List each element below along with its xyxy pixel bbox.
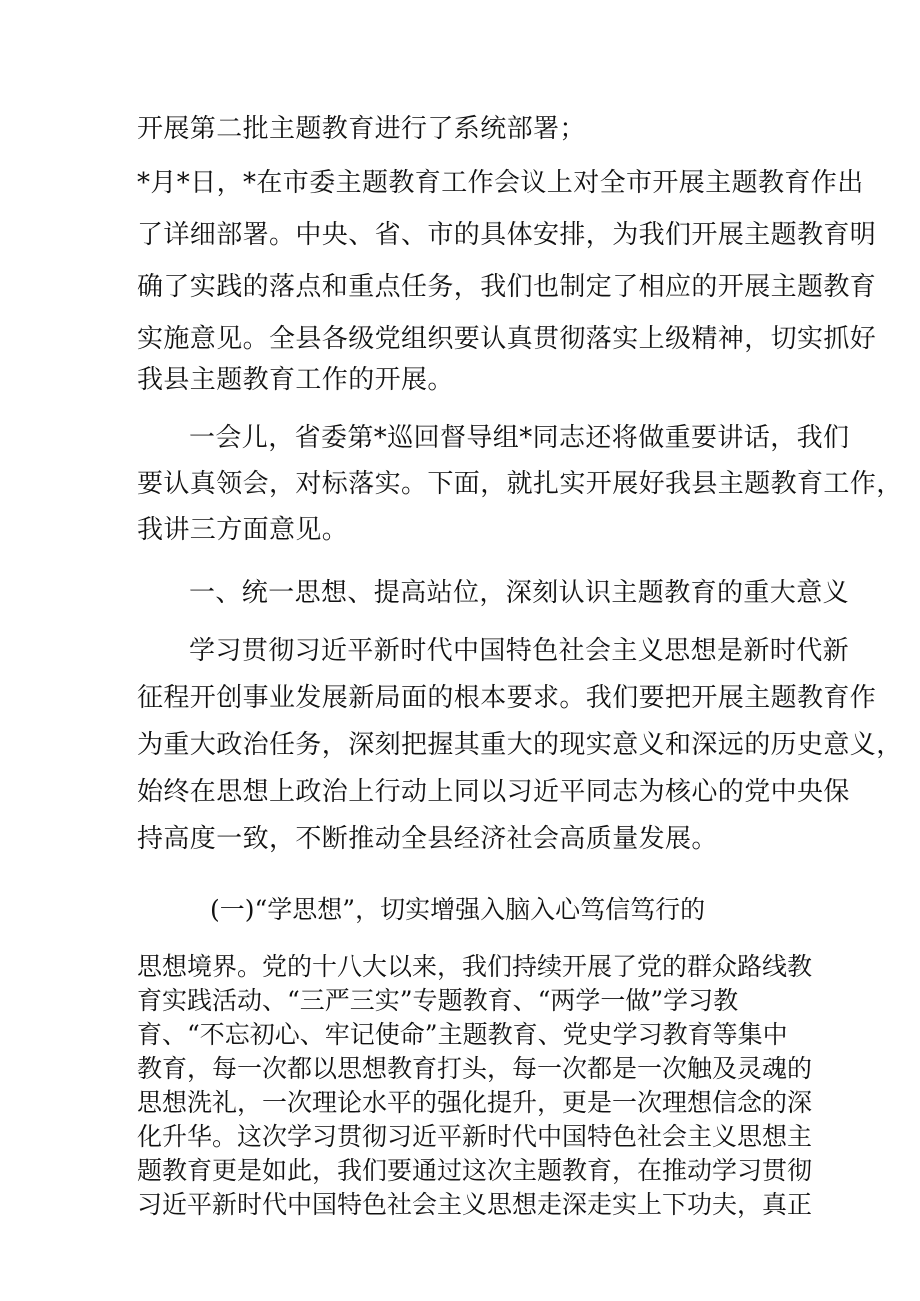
- paragraph-line: 思想洗礼，一次理论水平的强化提升，更是一次理想信念的深: [137, 1088, 813, 1117]
- paragraph-line: 题教育更是如此，我们要通过这次主题教育，在推动学习贯彻: [137, 1156, 813, 1185]
- paragraph-line: 思想境界。党的十八大以来，我们持续开展了党的群众路线教: [137, 952, 813, 981]
- paragraph-line: 教育，每一次都以思想教育打头，每一次都是一次触及灵魂的: [137, 1054, 813, 1083]
- paragraph-line: 了详细部署。中央、省、市的具体安排，为我们开展主题教育明: [137, 220, 877, 250]
- paragraph-line: 我讲三方面意见。: [137, 515, 349, 545]
- paragraph-line: 要认真领会，对标落实。下面，就扎实开展好我县主题教育工作，: [137, 469, 903, 499]
- paragraph-line: 学习贯彻习近平新时代中国特色社会主义思想是新时代新: [189, 636, 850, 666]
- subsection-heading: (一)“学思想”，切实增强入脑入心笃信笃行的: [210, 895, 706, 924]
- section-heading: 一、统一思想、提高站位，深刻认识主题教育的重大意义: [189, 578, 850, 608]
- paragraph-line: 习近平新时代中国特色社会主义思想走深走实上下功夫，真正: [137, 1190, 813, 1219]
- paragraph-line: 育、“不忘初心、牢记使命”主题教育、党史学习教育等集中: [137, 1020, 788, 1049]
- paragraph-line: 我县主题教育工作的开展。: [137, 365, 454, 395]
- paragraph-line: 开展第二批主题教育进行了系统部署；: [137, 114, 586, 144]
- paragraph-line: 一会儿，省委第*巡回督导组*同志还将做重要讲话，我们: [189, 423, 850, 453]
- paragraph-line: 为重大政治任务，深刻把握其重大的现实意义和深远的历史意义，: [137, 730, 903, 760]
- paragraph-line: *月*日，*在市委主题教育工作会议上对全市开展主题教育作出: [137, 168, 864, 198]
- paragraph-line: 确了实践的落点和重点任务，我们也制定了相应的开展主题教育: [137, 272, 877, 302]
- paragraph-line: 育实践活动、“三严三实”专题教育、“两学一做”学习教: [137, 986, 739, 1015]
- paragraph-line: 持高度一致，不断推动全县经济社会高质量发展。: [137, 824, 718, 854]
- paragraph-line: 实施意见。全县各级党组织要认真贯彻落实上级精神，切实抓好: [137, 324, 877, 354]
- paragraph-line: 始终在思想上政治上行动上同以习近平同志为核心的党中央保: [137, 777, 850, 807]
- paragraph-line: 化升华。这次学习贯彻习近平新时代中国特色社会主义思想主: [137, 1122, 813, 1151]
- paragraph-line: 征程开创事业发展新局面的根本要求。我们要把开展主题教育作: [137, 683, 877, 713]
